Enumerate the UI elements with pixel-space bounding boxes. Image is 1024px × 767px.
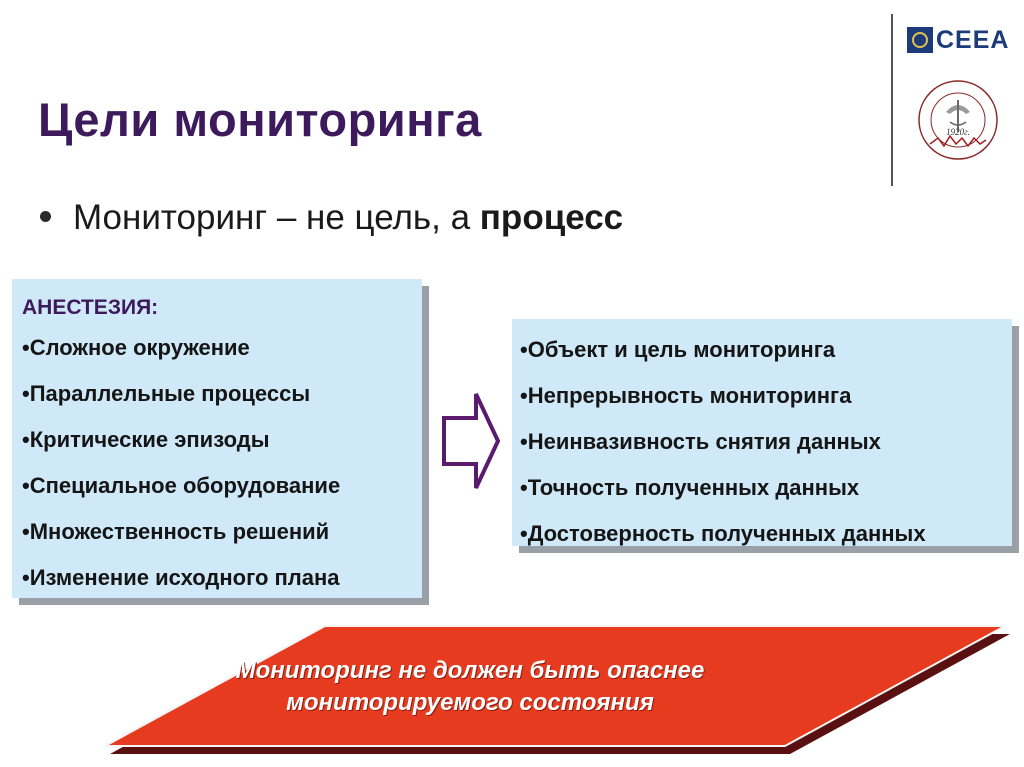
anesthesia-panel bbox=[12, 279, 422, 598]
statement-prefix: Мониторинг – не цель, а bbox=[73, 198, 480, 237]
list-item: •Непрерывность мониторинга bbox=[520, 383, 852, 408]
list-item: •Сложное окружение bbox=[22, 335, 250, 360]
list-item: •Параллельные процессы bbox=[22, 381, 311, 406]
anesthesia-heading: АНЕСТЕЗИЯ: bbox=[22, 296, 159, 319]
list-item: •Множественность решений bbox=[22, 519, 330, 544]
ceea-logo-text: CEEA bbox=[936, 25, 1010, 54]
list-item: •Изменение исходного плана bbox=[22, 565, 340, 590]
list-item: •Неинвазивность снятия данных bbox=[520, 429, 881, 454]
list-item: •Объект и цель мониторинга bbox=[520, 337, 836, 362]
main-statement bbox=[40, 198, 623, 238]
list-item: •Критические эпизоды bbox=[22, 427, 270, 452]
banner-line-2: мониторируемого состояния bbox=[286, 689, 654, 716]
right-arrow-icon bbox=[440, 390, 502, 492]
monitoring-requirements-panel bbox=[512, 319, 1012, 546]
bullet-dot-icon bbox=[40, 211, 51, 222]
university-seal-icon bbox=[916, 78, 1000, 162]
warning-banner-text bbox=[180, 655, 760, 719]
ceea-emblem-icon bbox=[907, 27, 933, 53]
slide-title: Цели мониторинга bbox=[38, 93, 482, 146]
ceea-logo bbox=[907, 26, 1009, 54]
statement-bold: процесс bbox=[479, 198, 624, 237]
banner-line-1: Мониторинг не должен быть опаснее bbox=[235, 657, 705, 684]
list-item: •Специальное оборудование bbox=[22, 473, 341, 498]
list-item: •Точность полученных данных bbox=[520, 475, 860, 500]
list-item: •Достоверность полученных данных bbox=[520, 521, 926, 546]
header-divider bbox=[891, 14, 893, 186]
seal-year: 1920г. bbox=[946, 127, 970, 137]
